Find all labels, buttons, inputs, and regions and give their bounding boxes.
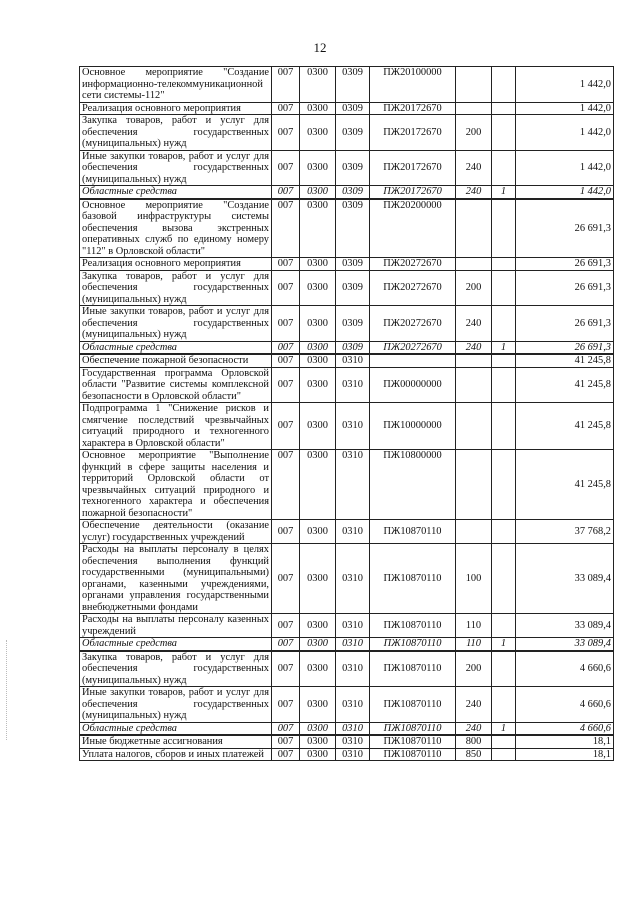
row-expense-type-code: 240 [456, 341, 492, 354]
row-expense-type-code: 200 [456, 115, 492, 151]
page-number: 12 [313, 40, 327, 55]
row-section-code: 0300 [300, 115, 336, 151]
row-subsection-code: 0309 [336, 186, 370, 199]
table-row [80, 150, 614, 186]
row-subsection-code: 0309 [336, 115, 370, 151]
row-name: Закупка товаров, работ и услуг для обеспечения государственных (муниципальных) нужд [80, 651, 272, 687]
row-section-code: 0300 [300, 67, 336, 103]
row-grbs-code: 007 [272, 354, 300, 367]
row-section-code: 0300 [300, 748, 336, 761]
row-grbs-code: 007 [272, 450, 300, 520]
row-grbs-code: 007 [272, 651, 300, 687]
budget-table-body [80, 67, 614, 761]
row-section-code: 0300 [300, 258, 336, 271]
row-funding-source [492, 115, 516, 151]
row-subsection-code: 0310 [336, 403, 370, 450]
row-expense-type-code [456, 520, 492, 544]
table-row-regional-funds [80, 722, 614, 735]
row-expense-type-code: 110 [456, 638, 492, 651]
row-expense-type-code [456, 199, 492, 258]
row-name: Иные бюджетные ассигнования [80, 735, 272, 748]
row-expense-type-code: 240 [456, 722, 492, 735]
row-expense-type-code [456, 450, 492, 520]
row-section-code: 0300 [300, 354, 336, 367]
row-funding-source [492, 748, 516, 761]
row-section-code: 0300 [300, 722, 336, 735]
row-expense-type-code: 200 [456, 270, 492, 306]
table-row [80, 258, 614, 271]
table-row [80, 67, 614, 103]
row-amount: 33 089,4 [516, 544, 614, 614]
row-target-article-code: ПЖ20272670 [370, 270, 456, 306]
row-expense-type-code: 200 [456, 651, 492, 687]
row-target-article-code: ПЖ20272670 [370, 306, 456, 342]
row-amount: 41 245,8 [516, 450, 614, 520]
row-expense-type-code: 240 [456, 186, 492, 199]
row-name: Иные закупки товаров, работ и услуг для обеспечения государственных (муниципальных) нужд [80, 687, 272, 723]
row-grbs-code: 007 [272, 199, 300, 258]
budget-table [79, 66, 614, 761]
row-subsection-code: 0310 [336, 748, 370, 761]
table-row [80, 614, 614, 638]
row-amount: 1 442,0 [516, 102, 614, 115]
row-name: Расходы на выплаты персоналу в целях обеспечения выполнения функций государственными (муниципальными) органами, казенными учреждениями, органами управления государственными внебюджетными фондами [80, 544, 272, 614]
row-amount: 26 691,3 [516, 258, 614, 271]
row-name: Областные средства [80, 722, 272, 735]
row-subsection-code: 0310 [336, 544, 370, 614]
row-amount: 26 691,3 [516, 199, 614, 258]
row-name: Обеспечение пожарной безопасности [80, 354, 272, 367]
row-grbs-code: 007 [272, 544, 300, 614]
row-target-article-code: ПЖ10870110 [370, 544, 456, 614]
row-expense-type-code: 800 [456, 735, 492, 748]
row-amount: 41 245,8 [516, 367, 614, 403]
row-expense-type-code: 240 [456, 687, 492, 723]
row-name: Обеспечение деятельности (оказание услуг) государственных учреждений [80, 520, 272, 544]
row-subsection-code: 0310 [336, 638, 370, 651]
row-name: Реализация основного мероприятия [80, 258, 272, 271]
row-amount: 4 660,6 [516, 651, 614, 687]
row-subsection-code: 0309 [336, 199, 370, 258]
row-amount: 1 442,0 [516, 150, 614, 186]
row-expense-type-code: 110 [456, 614, 492, 638]
row-target-article-code: ПЖ10870110 [370, 722, 456, 735]
row-target-article-code: ПЖ10800000 [370, 450, 456, 520]
row-funding-source [492, 67, 516, 103]
row-amount: 41 245,8 [516, 354, 614, 367]
row-expense-type-code: 240 [456, 150, 492, 186]
row-name: Областные средства [80, 638, 272, 651]
row-target-article-code: ПЖ10870110 [370, 520, 456, 544]
row-subsection-code: 0309 [336, 102, 370, 115]
row-grbs-code: 007 [272, 614, 300, 638]
row-funding-source [492, 150, 516, 186]
row-section-code: 0300 [300, 270, 336, 306]
table-row [80, 354, 614, 367]
row-target-article-code: ПЖ00000000 [370, 367, 456, 403]
row-expense-type-code [456, 67, 492, 103]
row-subsection-code: 0310 [336, 722, 370, 735]
row-name: Закупка товаров, работ и услуг для обеспечения государственных (муниципальных) нужд [80, 115, 272, 151]
row-section-code: 0300 [300, 651, 336, 687]
row-name: Уплата налогов, сборов и иных платежей [80, 748, 272, 761]
row-expense-type-code [456, 102, 492, 115]
row-name: Иные закупки товаров, работ и услуг для обеспечения государственных (муниципальных) нужд [80, 150, 272, 186]
table-row [80, 687, 614, 723]
row-section-code: 0300 [300, 638, 336, 651]
table-row [80, 651, 614, 687]
row-funding-source [492, 367, 516, 403]
table-row [80, 306, 614, 342]
row-name: Подпрограмма 1 "Снижение рисков и смягчение последствий чрезвычайных ситуаций природного и техногенного характера в Орловской области" [80, 403, 272, 450]
row-section-code: 0300 [300, 306, 336, 342]
row-funding-source [492, 354, 516, 367]
row-subsection-code: 0310 [336, 614, 370, 638]
row-grbs-code: 007 [272, 638, 300, 651]
table-row [80, 450, 614, 520]
row-target-article-code: ПЖ10870110 [370, 651, 456, 687]
row-expense-type-code: 240 [456, 306, 492, 342]
row-funding-source: 1 [492, 186, 516, 199]
row-funding-source [492, 544, 516, 614]
row-funding-source [492, 735, 516, 748]
row-target-article-code: ПЖ20172670 [370, 115, 456, 151]
row-subsection-code: 0310 [336, 520, 370, 544]
row-name: Расходы на выплаты персоналу казенных учреждений [80, 614, 272, 638]
row-funding-source [492, 199, 516, 258]
row-expense-type-code [456, 403, 492, 450]
row-grbs-code: 007 [272, 722, 300, 735]
row-name: Иные закупки товаров, работ и услуг для обеспечения государственных (муниципальных) нужд [80, 306, 272, 342]
row-target-article-code: ПЖ10870110 [370, 735, 456, 748]
row-target-article-code: ПЖ20100000 [370, 67, 456, 103]
table-row [80, 735, 614, 748]
table-row [80, 367, 614, 403]
row-amount: 26 691,3 [516, 306, 614, 342]
row-grbs-code: 007 [272, 520, 300, 544]
row-subsection-code: 0310 [336, 367, 370, 403]
table-row [80, 102, 614, 115]
row-funding-source: 1 [492, 638, 516, 651]
row-subsection-code: 0309 [336, 67, 370, 103]
row-section-code: 0300 [300, 199, 336, 258]
row-target-article-code: ПЖ10000000 [370, 403, 456, 450]
row-subsection-code: 0309 [336, 258, 370, 271]
row-target-article-code: ПЖ10870110 [370, 638, 456, 651]
row-amount: 26 691,3 [516, 341, 614, 354]
row-amount: 1 442,0 [516, 115, 614, 151]
row-name: Закупка товаров, работ и услуг для обеспечения государственных (муниципальных) нужд [80, 270, 272, 306]
row-funding-source: 1 [492, 722, 516, 735]
row-grbs-code: 007 [272, 341, 300, 354]
row-funding-source [492, 258, 516, 271]
row-funding-source [492, 687, 516, 723]
table-row-regional-funds [80, 638, 614, 651]
row-expense-type-code [456, 367, 492, 403]
row-amount: 18,1 [516, 748, 614, 761]
row-subsection-code: 0310 [336, 450, 370, 520]
row-subsection-code: 0309 [336, 341, 370, 354]
row-name: Основное мероприятие "Выполнение функций в сфере защиты населения и территорий Орловской области от чрезвычайных ситуаций природного и техногенного характера и обеспечения пожарной безопасности" [80, 450, 272, 520]
row-name: Областные средства [80, 341, 272, 354]
row-section-code: 0300 [300, 520, 336, 544]
row-grbs-code: 007 [272, 150, 300, 186]
row-grbs-code: 007 [272, 687, 300, 723]
row-amount: 1 442,0 [516, 67, 614, 103]
table-row [80, 520, 614, 544]
row-funding-source [492, 306, 516, 342]
row-subsection-code: 0309 [336, 306, 370, 342]
row-amount: 41 245,8 [516, 403, 614, 450]
row-amount: 33 089,4 [516, 614, 614, 638]
row-section-code: 0300 [300, 450, 336, 520]
row-expense-type-code: 100 [456, 544, 492, 614]
table-row-regional-funds [80, 341, 614, 354]
row-funding-source [492, 614, 516, 638]
row-grbs-code: 007 [272, 367, 300, 403]
row-section-code: 0300 [300, 150, 336, 186]
row-subsection-code: 0310 [336, 354, 370, 367]
row-grbs-code: 007 [272, 748, 300, 761]
row-target-article-code: ПЖ10870110 [370, 614, 456, 638]
row-amount: 1 442,0 [516, 186, 614, 199]
row-target-article-code: ПЖ20272670 [370, 341, 456, 354]
row-target-article-code: ПЖ20200000 [370, 199, 456, 258]
table-row [80, 544, 614, 614]
row-subsection-code: 0310 [336, 687, 370, 723]
row-amount: 37 768,2 [516, 520, 614, 544]
row-target-article-code: ПЖ20172670 [370, 150, 456, 186]
row-name: Реализация основного мероприятия [80, 102, 272, 115]
margin-artifact [6, 640, 15, 740]
table-row [80, 270, 614, 306]
row-section-code: 0300 [300, 614, 336, 638]
row-grbs-code: 007 [272, 258, 300, 271]
row-grbs-code: 007 [272, 306, 300, 342]
row-subsection-code: 0310 [336, 735, 370, 748]
table-row-regional-funds [80, 186, 614, 199]
row-target-article-code: ПЖ10870110 [370, 748, 456, 761]
row-target-article-code [370, 354, 456, 367]
row-funding-source [492, 520, 516, 544]
row-section-code: 0300 [300, 403, 336, 450]
row-target-article-code: ПЖ20172670 [370, 102, 456, 115]
row-funding-source [492, 102, 516, 115]
row-section-code: 0300 [300, 687, 336, 723]
table-row [80, 199, 614, 258]
table-row [80, 115, 614, 151]
row-section-code: 0300 [300, 341, 336, 354]
row-expense-type-code [456, 354, 492, 367]
row-subsection-code: 0310 [336, 651, 370, 687]
row-funding-source: 1 [492, 341, 516, 354]
row-section-code: 0300 [300, 102, 336, 115]
row-section-code: 0300 [300, 367, 336, 403]
row-funding-source [492, 450, 516, 520]
row-grbs-code: 007 [272, 403, 300, 450]
row-grbs-code: 007 [272, 735, 300, 748]
row-funding-source [492, 270, 516, 306]
row-target-article-code: ПЖ10870110 [370, 687, 456, 723]
row-subsection-code: 0309 [336, 270, 370, 306]
row-grbs-code: 007 [272, 186, 300, 199]
row-name: Основное мероприятие "Создание информационно-телекоммуникационной сети системы-112" [80, 67, 272, 103]
row-section-code: 0300 [300, 186, 336, 199]
row-target-article-code: ПЖ20272670 [370, 258, 456, 271]
row-amount: 33 089,4 [516, 638, 614, 651]
row-funding-source [492, 651, 516, 687]
row-section-code: 0300 [300, 735, 336, 748]
row-grbs-code: 007 [272, 115, 300, 151]
row-amount: 26 691,3 [516, 270, 614, 306]
row-expense-type-code [456, 258, 492, 271]
row-amount: 4 660,6 [516, 722, 614, 735]
row-grbs-code: 007 [272, 102, 300, 115]
row-expense-type-code: 850 [456, 748, 492, 761]
table-row [80, 748, 614, 761]
row-grbs-code: 007 [272, 67, 300, 103]
row-grbs-code: 007 [272, 270, 300, 306]
row-name: Государственная программа Орловской области "Развитие системы комплексной безопасности в Орловской области" [80, 367, 272, 403]
row-target-article-code: ПЖ20172670 [370, 186, 456, 199]
row-funding-source [492, 403, 516, 450]
row-amount: 4 660,6 [516, 687, 614, 723]
row-amount: 18,1 [516, 735, 614, 748]
row-name: Областные средства [80, 186, 272, 199]
row-name: Основное мероприятие "Создание базовой инфраструктуры системы обеспечения вызова экстренных оперативных служб по единому номеру "112" в Орловской области" [80, 199, 272, 258]
row-section-code: 0300 [300, 544, 336, 614]
row-subsection-code: 0309 [336, 150, 370, 186]
table-row [80, 403, 614, 450]
